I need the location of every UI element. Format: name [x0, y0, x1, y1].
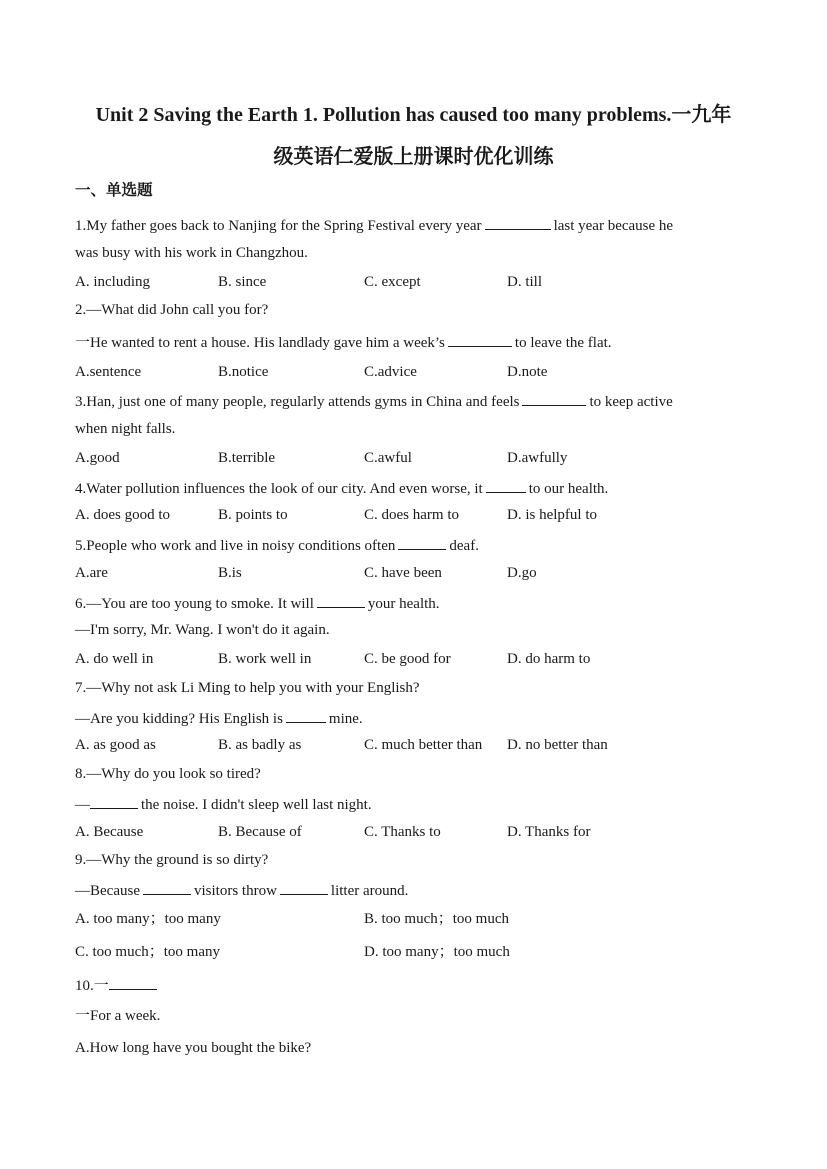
question-5-stem: 5.People who work and live in noisy conditions often deaf. [75, 534, 479, 556]
question-5-option-a: A.are [75, 565, 108, 581]
answer-blank [486, 477, 526, 493]
section-heading: 一、单选题 [75, 182, 153, 199]
question-5-option-d: D.go [507, 565, 537, 581]
question-1-option-a: A. including [75, 274, 150, 290]
question-6-option-d: D. do harm to [507, 651, 591, 667]
question-8-reply: — the noise. I didn't sleep well last night. [75, 793, 372, 815]
answer-blank [109, 974, 157, 990]
question-3-option-c: C.awful [364, 450, 412, 466]
answer-blank [143, 879, 191, 895]
question-6-option-a: A. do well in [75, 651, 154, 667]
question-3-stem: 3.Han, just one of many people, regularly attends gyms in China and feels to keep active [75, 390, 673, 412]
question-8-option-a: A. Because [75, 824, 144, 840]
question-3-option-d: D.awfully [507, 450, 568, 466]
question-9-stem: 9.—Why the ground is so dirty? [75, 852, 269, 868]
question-9-reply: —Because visitors throw litter around. [75, 879, 408, 901]
question-10-stem: 10.一 [75, 974, 160, 996]
answer-blank [448, 331, 512, 347]
question-1-option-d: D. till [507, 274, 543, 290]
question-2-option-a: A.sentence [75, 364, 142, 380]
question-4-option-d: D. is helpful to [507, 507, 597, 523]
question-9-option-b: B. too much；too much [364, 911, 509, 927]
question-7-option-a: A. as good as [75, 737, 156, 753]
question-7-option-b: B. as badly as [218, 737, 302, 753]
question-7-stem: 7.—Why not ask Li Ming to help you with your English? [75, 680, 420, 696]
answer-blank [398, 534, 446, 550]
question-4-option-a: A. does good to [75, 507, 170, 523]
question-8-stem: 8.—Why do you look so tired? [75, 766, 261, 782]
question-1-stem-cont: was busy with his work in Changzhou. [75, 245, 308, 261]
answer-blank [485, 214, 551, 230]
question-2-reply: 一He wanted to rent a house. His landlady gave him a week’s to leave the flat. [75, 331, 612, 353]
question-9-option-c: C. too much；too many [75, 944, 220, 960]
question-2-option-d: D.note [507, 364, 548, 380]
document-title-line-1: Unit 2 Saving the Earth 1. Pollution has caused too many problems.一九年 [95, 104, 732, 126]
question-2-option-c: C.advice [364, 364, 417, 380]
document-title-line-2: 级英语仁爱版上册课时优化训练 [273, 146, 554, 168]
question-4-option-b: B. points to [218, 507, 288, 523]
answer-blank [522, 390, 586, 406]
question-3-option-b: B.terrible [218, 450, 276, 466]
question-5-option-b: B.is [218, 565, 242, 581]
question-6-reply: —I'm sorry, Mr. Wang. I won't do it again. [75, 622, 330, 638]
answer-blank [90, 793, 138, 809]
question-9-option-a: A. too many；too many [75, 911, 221, 927]
question-3-stem-cont: when night falls. [75, 421, 176, 437]
question-2-stem: 2.—What did John call you for? [75, 302, 269, 318]
answer-blank [286, 707, 326, 723]
question-6-stem: 6.—You are too young to smoke. It will your health. [75, 592, 440, 614]
question-3-option-a: A.good [75, 450, 120, 466]
question-10-option-a: A.How long have you bought the bike? [75, 1040, 312, 1056]
question-7-reply: —Are you kidding? His English is mine. [75, 707, 363, 729]
question-6-option-c: C. be good for [364, 651, 451, 667]
answer-blank [317, 592, 365, 608]
question-7-option-d: D. no better than [507, 737, 608, 753]
question-2-option-b: B.notice [218, 364, 269, 380]
question-6-option-b: B. work well in [218, 651, 312, 667]
question-1-option-c: C. except [364, 274, 421, 290]
question-8-option-c: C. Thanks to [364, 824, 441, 840]
question-4-option-c: C. does harm to [364, 507, 459, 523]
question-1-option-b: B. since [218, 274, 267, 290]
question-4-stem: 4.Water pollution influences the look of our city. And even worse, it to our health. [75, 477, 608, 499]
question-1-stem: 1.My father goes back to Nanjing for the Spring Festival every year last year because he [75, 214, 673, 236]
question-7-option-c: C. much better than [364, 737, 483, 753]
answer-blank [280, 879, 328, 895]
question-5-option-c: C. have been [364, 565, 442, 581]
question-8-option-d: D. Thanks for [507, 824, 591, 840]
question-8-option-b: B. Because of [218, 824, 302, 840]
question-9-option-d: D. too many；too much [364, 944, 510, 960]
question-10-reply: 一For a week. [75, 1008, 161, 1024]
